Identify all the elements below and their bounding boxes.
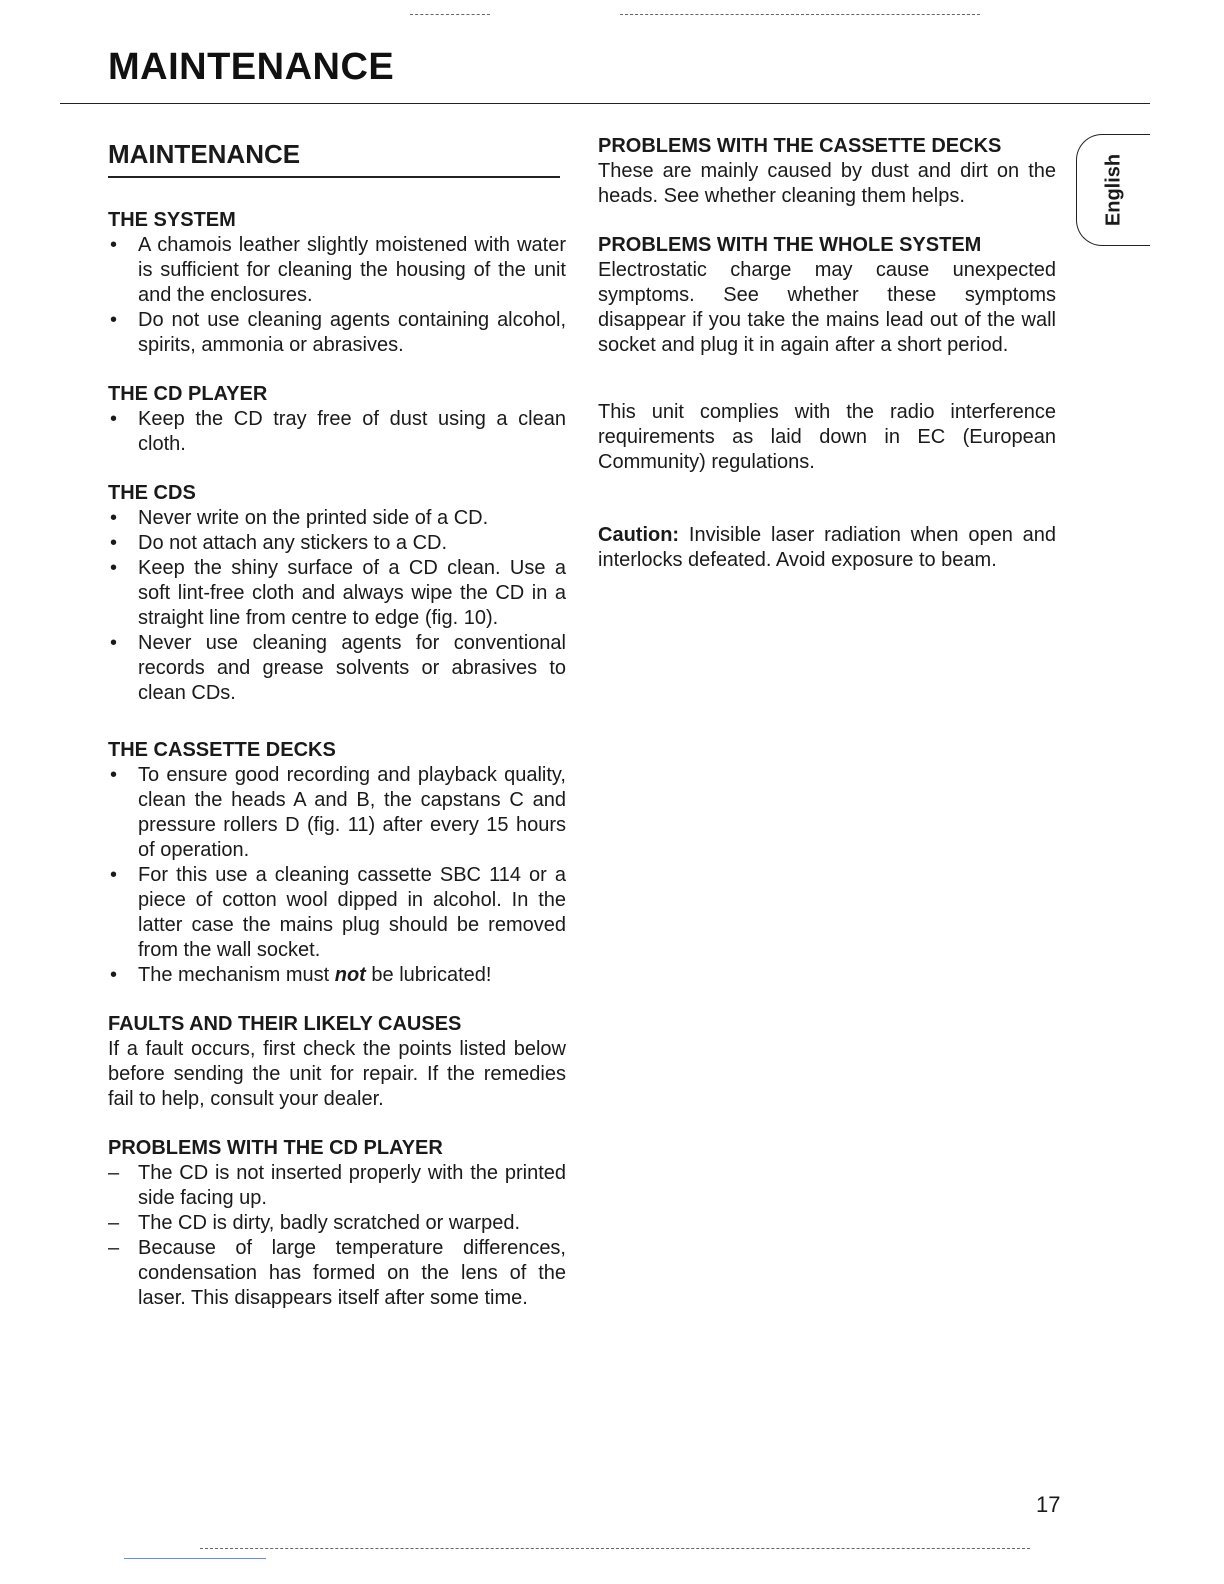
caution-text: Invisible laser radiation when open and interlocks defeated. Avoid exposure to beam. <box>598 524 1057 571</box>
list-item <box>108 531 566 556</box>
caution-label: Caution: <box>598 524 680 546</box>
bullet-icon: • <box>110 964 118 986</box>
dash-icon: – <box>108 1162 120 1184</box>
language-tab <box>1076 134 1150 246</box>
bullet-icon: • <box>110 632 118 654</box>
list-item-text: The mechanism must <box>138 964 330 986</box>
dash-icon: – <box>108 1212 120 1234</box>
list-item <box>108 963 566 988</box>
language-label: English <box>1102 153 1124 227</box>
scan-noise <box>410 14 490 15</box>
list-item <box>108 763 566 863</box>
list-item <box>108 556 566 631</box>
system-list <box>108 233 566 358</box>
list-item-text: A chamois leather slightly moistened with water is sufficient for cleaning the housing of the unit and the enclosures. <box>138 234 566 306</box>
list-item-text: For this use a cleaning cassette SBC 114 or a piece of cotton wool dipped in alcohol. In the latter case the mains plug should be removed from the wall socket. <box>138 864 566 961</box>
section-title: MAINTENANCE <box>108 138 560 178</box>
list-item <box>108 233 566 308</box>
system-problems-text: Electrostatic charge may cause unexpected symptoms. See whether these symptoms disappear if you take the mains lead out of the wall socket and plug it in again after a short period. <box>598 259 1056 356</box>
list-item-text: be lubricated! <box>371 964 492 986</box>
cd-player-list <box>108 407 566 457</box>
scan-noise <box>200 1548 1030 1549</box>
list-item-text: The CD is dirty, badly scratched or warped. <box>138 1212 521 1234</box>
list-item-text: Because of large temperature differences, condensation has formed on the lens of the laser. This disappears itself after some time. <box>138 1237 566 1309</box>
list-item <box>108 631 566 706</box>
list-item <box>108 308 566 358</box>
cassette-heading: THE CASSETTE DECKS <box>108 739 336 761</box>
caution-note <box>598 523 1056 573</box>
bullet-icon: • <box>110 507 118 529</box>
emphasis-text: not <box>334 964 366 986</box>
bullet-icon: • <box>110 864 118 886</box>
cd-problems-heading: PROBLEMS WITH THE CD PLAYER <box>108 1137 443 1159</box>
list-item-text: Do not use cleaning agents containing alcohol, spirits, ammonia or abrasives. <box>138 309 566 356</box>
list-item <box>108 506 566 531</box>
list-item-text: Keep the shiny surface of a CD clean. Use a soft lint-free cloth and always wipe the CD in a straight line from centre to edge (fig. 10). <box>138 557 566 629</box>
faults-text: If a fault occurs, first check the points listed below before sending the unit for repair. If the remedies fail to help, consult your dealer. <box>108 1038 566 1110</box>
bullet-icon: • <box>110 309 118 331</box>
cds-list <box>108 506 566 706</box>
system-heading: THE SYSTEM <box>108 209 236 231</box>
list-item-text: The CD is not inserted properly with the printed side facing up. <box>138 1162 566 1209</box>
header-rule <box>60 103 1150 104</box>
list-item <box>108 1211 566 1236</box>
faults-heading: FAULTS AND THEIR LIKELY CAUSES <box>108 1013 462 1035</box>
list-item-text: To ensure good recording and playback quality, clean the heads A and B, the capstans C and pressure rollers D (fig. 11) after every 15 hours of operation. <box>138 764 566 861</box>
left-column <box>108 138 566 1311</box>
page-number: 17 <box>1036 1492 1061 1517</box>
page-title: MAINTENANCE <box>108 46 395 88</box>
list-item-text: Never write on the printed side of a CD. <box>138 507 489 529</box>
scan-noise <box>620 14 980 15</box>
bullet-icon: • <box>110 532 118 554</box>
list-item-text: Do not attach any stickers to a CD. <box>138 532 448 554</box>
list-item <box>108 1161 566 1211</box>
cd-player-heading: THE CD PLAYER <box>108 383 268 405</box>
cassette-list <box>108 763 566 988</box>
bullet-icon: • <box>110 764 118 786</box>
cd-problems-list <box>108 1161 566 1311</box>
list-item <box>108 863 566 963</box>
list-item-text: Keep the CD tray free of dust using a clean cloth. <box>138 408 566 455</box>
compliance-text: This unit complies with the radio interference requirements as laid down in EC (European Community) regulations. <box>598 401 1056 473</box>
bullet-icon: • <box>110 557 118 579</box>
dash-icon: – <box>108 1237 120 1259</box>
footer-rule <box>124 1558 266 1559</box>
cassette-problems-heading: PROBLEMS WITH THE CASSETTE DECKS <box>598 135 1002 157</box>
list-item-text: Never use cleaning agents for conventional records and grease solvents or abrasives to clean CDs. <box>138 632 566 704</box>
bullet-icon: • <box>110 234 118 256</box>
cds-heading: THE CDS <box>108 482 196 504</box>
right-column <box>598 134 1056 573</box>
bullet-icon: • <box>110 408 118 430</box>
list-item <box>108 407 566 457</box>
cassette-problems-text: These are mainly caused by dust and dirt on the heads. See whether cleaning them helps. <box>598 160 1056 207</box>
list-item <box>108 1236 566 1311</box>
system-problems-heading: PROBLEMS WITH THE WHOLE SYSTEM <box>598 234 982 256</box>
